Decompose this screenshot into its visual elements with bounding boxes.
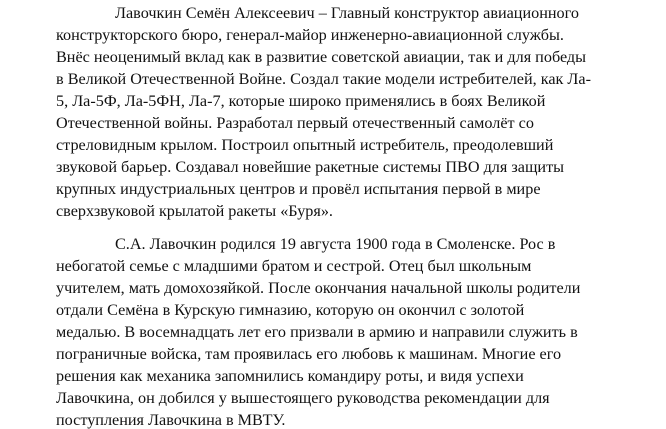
paragraph-2-line: отдали Семёна в Курскую гимназию, которую он окончил с золотой [56,301,525,319]
paragraph-1-line: стреловидным крылом. Построил опытный истребитель, преодолевший [56,136,554,154]
paragraph-1-line: Лавочкин Семён Алексеевич – Главный конструктор авиационного [115,4,579,22]
paragraph-2-line: учителем, мать домохозяйкой. После окончания начальной школы родители [56,279,581,297]
paragraph-1-line: конструкторского бюро, генерал-майор инженерно-авиационной службы. [56,26,564,44]
paragraph-1-line: звуковой барьер. Создавал новейшие ракетные системы ПВО для защиты [56,158,565,176]
paragraph-1-line: Отечественной войны. Разработал первый отечественный самолёт со [56,114,534,132]
paragraph-2-line: Лавочкина, он добился у вышестоящего руководства рекомендации для [56,389,550,407]
paragraph-2-line: небогатой семье с младшими братом и сестрой. Отец был школьным [56,257,532,275]
paragraph-1-line: сверхзвуковой крылатой ракеты «Буря». [56,202,333,220]
paragraph-2-line: пограничные войска, там проявилась его любовь к машинам. Многие его [56,345,562,363]
paragraph-1-line: в Великой Отечественной Войне. Создал такие модели истребителей, как Ла- [56,70,591,88]
paragraph-2-line: С.А. Лавочкин родился 19 августа 1900 года в Смоленске. Рос в [115,235,556,253]
paragraph-2-line: поступления Лавочкина в МВТУ. [56,411,286,429]
paragraph-1-line: Внёс неоценимый вклад как в развитие советской авиации, так и для победы [56,48,587,66]
paragraph-1-line: 5, Ла-5Ф, Ла-5ФН, Ла-7, которые широко применялись в боях Великой [56,92,546,110]
paragraph-1-line: крупных индустриальных центров и провёл испытания первой в мире [56,180,541,198]
paragraph-2-line: решения как механика запомнились командиру роты, и видя успехи [56,367,524,385]
paragraph-2-line: медалью. В восемнадцать лет его призвали в армию и направили служить в [56,323,578,341]
